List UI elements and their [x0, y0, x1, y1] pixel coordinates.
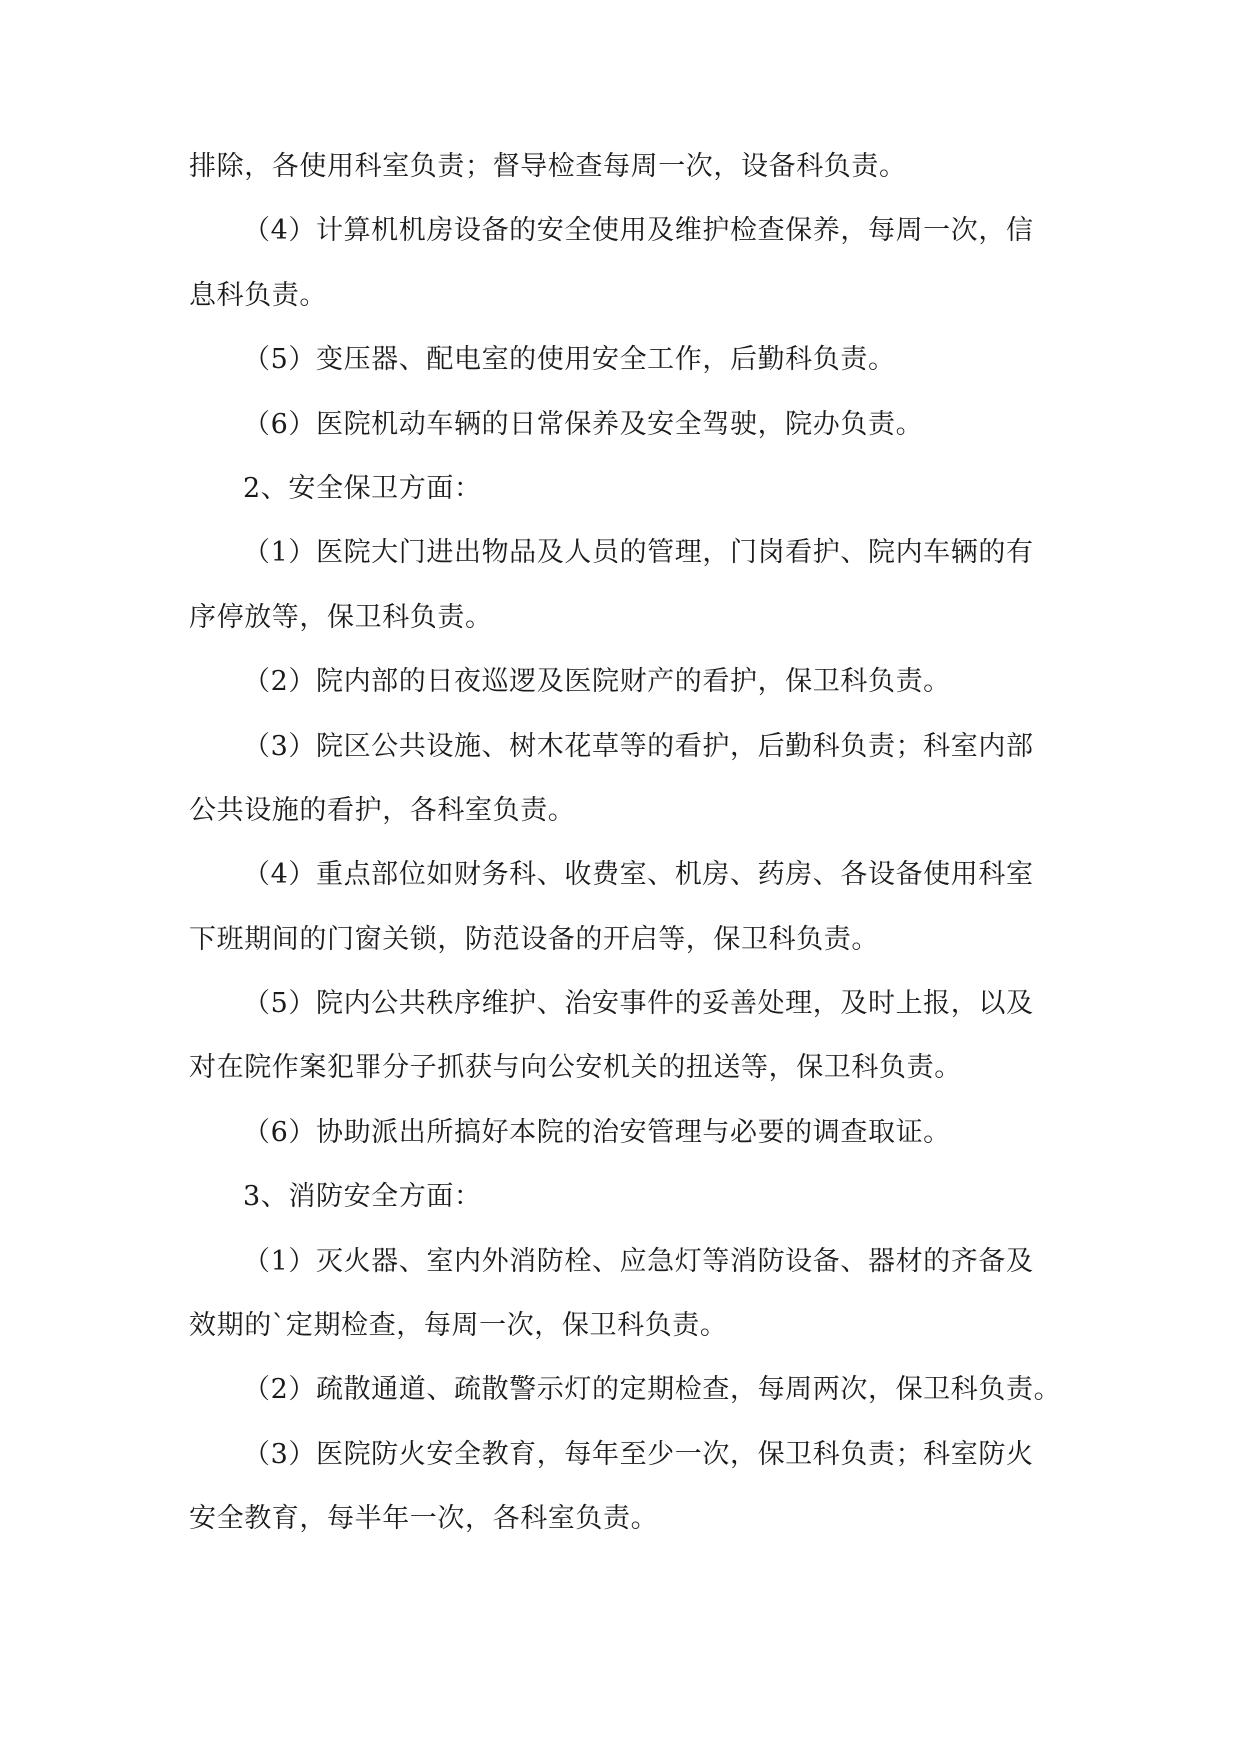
text-line: 对在院作案犯罪分子抓获与向公安机关的扭送等，保卫科负责。 — [189, 1052, 962, 1084]
text-line: （5）院内公共秩序维护、治安事件的妥善处理，及时上报，以及 — [243, 988, 1034, 1020]
text-line: 安全教育，每半年一次，各科室负责。 — [189, 1503, 659, 1535]
text-line: （6）医院机动车辆的日常保养及安全驾驶，院办负责。 — [243, 408, 924, 440]
text-line: （1）医院大门进出物品及人员的管理，门岗看护、院内车辆的有 — [243, 537, 1034, 569]
text-line: （1）灭火器、室内外消防栓、应急灯等消防设备、器材的齐备及 — [243, 1245, 1034, 1277]
text-line: 下班期间的门窗关锁，防范设备的开启等，保卫科负责。 — [189, 923, 879, 955]
text-line: （6）协助派出所搞好本院的治安管理与必要的调查取证。 — [243, 1116, 951, 1148]
text-line: 息科负责。 — [189, 279, 327, 311]
text-line: 排除，各使用科室负责；督导检查每周一次，设备科负责。 — [189, 151, 907, 182]
text-line: 效期的`定期检查，每周一次，保卫科负责。 — [189, 1310, 728, 1342]
section-heading: 3、消防安全方面： — [243, 1181, 482, 1213]
text-line: （4）重点部位如财务科、收费室、机房、药房、各设备使用科室 — [243, 859, 1034, 891]
text-line: （2）疏散通道、疏散警示灯的定期检查，每周两次，保卫科负责。 — [243, 1374, 1062, 1406]
text-line: （4）计算机机房设备的安全使用及维护检查保养，每周一次，信 — [243, 215, 1034, 247]
section-heading: 2、安全保卫方面： — [243, 472, 482, 504]
text-line: 公共设施的看护，各科室负责。 — [189, 794, 576, 826]
text-line: （5）变压器、配电室的使用安全工作，后勤科负责。 — [243, 344, 896, 376]
text-line: （2）院内部的日夜巡逻及医院财产的看护，保卫科负责。 — [243, 666, 951, 698]
text-line: （3）医院防火安全教育，每年至少一次，保卫科负责；科室防火 — [243, 1438, 1034, 1470]
text-line: （3）院区公共设施、树木花草等的看护，后勤科负责；科室内部 — [243, 730, 1034, 762]
text-line: 序停放等，保卫科负责。 — [189, 601, 493, 633]
document-body — [189, 152, 1069, 1569]
